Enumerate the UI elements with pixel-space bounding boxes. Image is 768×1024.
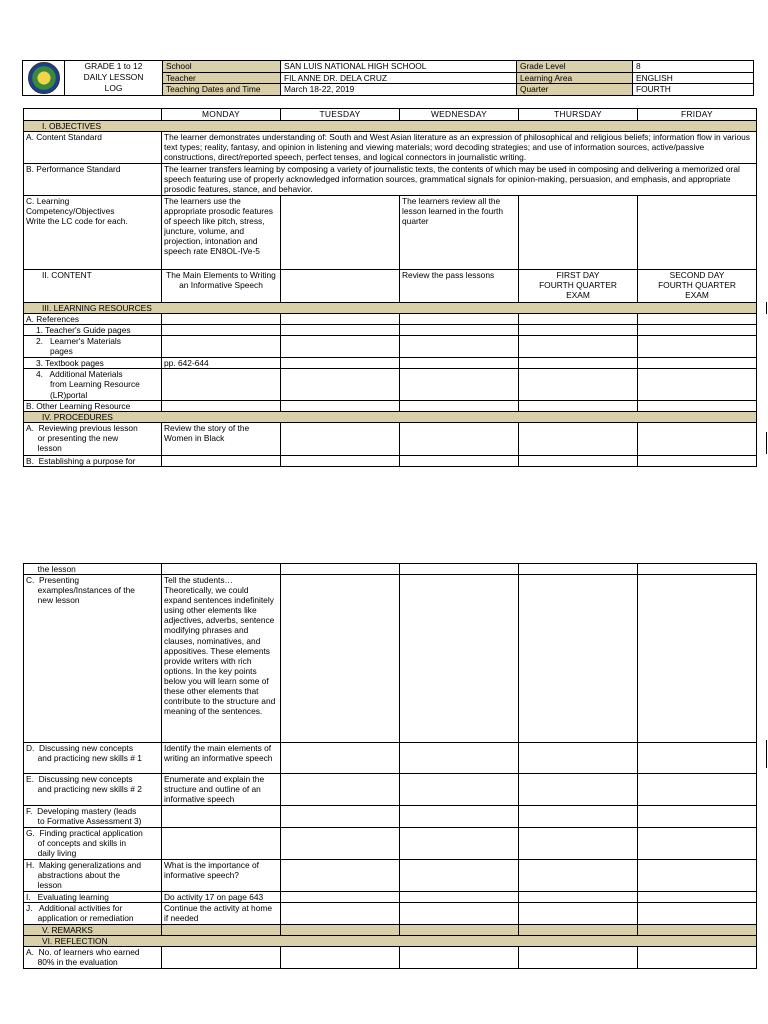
cell bbox=[519, 422, 638, 455]
cell bbox=[519, 325, 638, 336]
cell bbox=[281, 947, 400, 969]
cell bbox=[519, 828, 638, 860]
learning-area-label: Learning Area bbox=[517, 72, 633, 84]
procedure-h-label: H. Making generalizations and abstractions about the lesson bbox=[24, 860, 162, 892]
cell bbox=[519, 314, 638, 325]
cell bbox=[281, 314, 400, 325]
log-title-line: LOG bbox=[104, 83, 123, 93]
cell bbox=[519, 743, 638, 774]
teacher-label: Teacher bbox=[163, 72, 281, 84]
cell bbox=[400, 336, 519, 358]
tg-pages-label: 1. Teacher's Guide pages bbox=[24, 325, 162, 336]
cell bbox=[162, 314, 281, 325]
cell bbox=[162, 369, 281, 400]
cell bbox=[638, 325, 757, 336]
cell bbox=[400, 743, 519, 774]
day-wednesday: WEDNESDAY bbox=[400, 109, 519, 121]
cell bbox=[162, 400, 281, 411]
content-label: II. CONTENT bbox=[24, 270, 162, 303]
section-objectives: I. OBJECTIVES bbox=[24, 121, 757, 132]
cell bbox=[638, 828, 757, 860]
grade-level-label: Grade Level bbox=[517, 61, 633, 73]
cell bbox=[400, 903, 519, 925]
cell bbox=[519, 860, 638, 892]
grade-level-value: 8 bbox=[633, 61, 754, 73]
cell bbox=[519, 947, 638, 969]
cell bbox=[162, 947, 281, 969]
cell bbox=[519, 892, 638, 903]
cell bbox=[281, 564, 400, 575]
cell bbox=[638, 358, 757, 369]
page-edge-mark bbox=[766, 432, 767, 454]
cell bbox=[638, 336, 757, 358]
cell bbox=[638, 892, 757, 903]
lesson-table-page2 bbox=[23, 563, 757, 969]
cell bbox=[400, 925, 519, 936]
page-edge-mark bbox=[766, 302, 767, 314]
cell bbox=[638, 806, 757, 828]
cell bbox=[162, 336, 281, 358]
cell bbox=[638, 314, 757, 325]
procedure-a-label: A. Reviewing previous lesson or presenting the new lesson bbox=[24, 422, 162, 455]
cell bbox=[281, 369, 400, 400]
procedure-h-monday: What is the importance of informative speech? bbox=[162, 860, 281, 892]
cell bbox=[281, 575, 400, 743]
competency-wednesday: The learners review all the lesson learned in the fourth quarter bbox=[400, 196, 519, 270]
cell bbox=[281, 455, 400, 466]
content-thursday: FIRST DAY FOURTH QUARTER EXAM bbox=[519, 270, 638, 303]
cell bbox=[162, 806, 281, 828]
procedure-g-label: G. Finding practical application of concepts and skills in daily living bbox=[24, 828, 162, 860]
cell bbox=[400, 947, 519, 969]
cell bbox=[400, 828, 519, 860]
performance-standard-label: B. Performance Standard bbox=[24, 164, 162, 196]
deped-seal bbox=[23, 61, 65, 96]
cell bbox=[519, 455, 638, 466]
procedure-d-monday: Identify the main elements of writing an informative speech bbox=[162, 743, 281, 774]
cell bbox=[281, 774, 400, 806]
procedure-c-monday: Tell the students… Theoretically, we could expand sentences indefinitely using other elements like adjectives, adverbs, sentence modifying phrases and clauses, nominatives, and appositives. These elements provide writers with rich options. In the key points below you will learn some of these other elements that contribute to the structure and meaning of the sentences. bbox=[162, 575, 281, 743]
cell bbox=[638, 743, 757, 774]
cell bbox=[638, 369, 757, 400]
cell bbox=[638, 422, 757, 455]
cell bbox=[400, 774, 519, 806]
procedure-e-monday: Enumerate and explain the structure and outline of an informative speech bbox=[162, 774, 281, 806]
cell bbox=[638, 564, 757, 575]
cell bbox=[400, 400, 519, 411]
content-friday: SECOND DAY FOURTH QUARTER EXAM bbox=[638, 270, 757, 303]
cell bbox=[400, 369, 519, 400]
content-monday: The Main Elements to Writing an Informative Speech bbox=[162, 270, 281, 303]
textbook-pages-monday: pp. 642-644 bbox=[162, 358, 281, 369]
procedure-i-label: I. Evaluating learning bbox=[24, 892, 162, 903]
procedure-j-label: J. Additional activities for application or remediation bbox=[24, 903, 162, 925]
lesson-table-page1 bbox=[23, 108, 757, 467]
cell bbox=[519, 369, 638, 400]
cell bbox=[400, 564, 519, 575]
cell bbox=[519, 400, 638, 411]
references-label: A. References bbox=[24, 314, 162, 325]
competency-friday bbox=[638, 196, 757, 270]
cell bbox=[400, 455, 519, 466]
cell bbox=[638, 455, 757, 466]
section-remarks: V. REMARKS bbox=[24, 925, 162, 936]
cell bbox=[519, 925, 638, 936]
cell bbox=[162, 828, 281, 860]
learning-area-value: ENGLISH bbox=[633, 72, 754, 84]
cell bbox=[281, 400, 400, 411]
performance-standard-text: The learner transfers learning by composing a variety of journalistic texts, the contents of which may be used in composing and delivering a memorized oral speech featuring use of properly acknowledged information sources, grammatical signals for opinion-making, persuasion, and emphasis, and appropriate prosodic features, stance, and behavior. bbox=[162, 164, 757, 196]
cell bbox=[519, 806, 638, 828]
cell bbox=[400, 422, 519, 455]
day-friday: FRIDAY bbox=[638, 109, 757, 121]
cell bbox=[638, 903, 757, 925]
other-resource-label: B. Other Learning Resource bbox=[24, 400, 162, 411]
dates-label: Teaching Dates and Time bbox=[163, 84, 281, 96]
day-monday: MONDAY bbox=[162, 109, 281, 121]
log-title bbox=[65, 61, 163, 96]
cell bbox=[519, 336, 638, 358]
cell bbox=[162, 564, 281, 575]
teacher-value: FIL ANNE DR. DELA CRUZ bbox=[281, 72, 517, 84]
cell bbox=[400, 806, 519, 828]
quarter-value: FOURTH bbox=[633, 84, 754, 96]
school-label: School bbox=[163, 61, 281, 73]
additional-materials-label: 4. Additional Materials from Learning Resource (LR)portal bbox=[24, 369, 162, 400]
section-procedures: IV. PROCEDURES bbox=[24, 411, 757, 422]
cell bbox=[519, 903, 638, 925]
cell bbox=[638, 575, 757, 743]
procedure-e-label: E. Discussing new concepts and practicing new skills # 2 bbox=[24, 774, 162, 806]
cell bbox=[281, 806, 400, 828]
corner-cell bbox=[24, 109, 162, 121]
cell bbox=[281, 422, 400, 455]
section-resources: III. LEARNING RESOURCES bbox=[24, 303, 757, 314]
procedure-b-label: B. Establishing a purpose for bbox=[24, 455, 162, 466]
procedure-c-label: C. Presenting examples/Instances of the new lesson bbox=[24, 575, 162, 743]
content-standard-label: A. Content Standard bbox=[24, 132, 162, 164]
cell bbox=[400, 325, 519, 336]
cell bbox=[400, 314, 519, 325]
content-standard-text: The learner demonstrates understanding of: South and West Asian literature as an expression of philosophical and religious beliefs; information flow in various text types; reality, fantasy, and opinion in listening and viewing materials; word decoding strategies; and use of information sources, active/passive constructions, direct/reported speech, perfect tenses, and logical connectors in journalistic writing. bbox=[162, 132, 757, 164]
log-title-line: DAILY LESSON bbox=[83, 72, 144, 82]
competency-label: C. Learning Competency/Objectives Write the LC code for each. bbox=[24, 196, 162, 270]
competency-tuesday bbox=[281, 196, 400, 270]
cell bbox=[519, 575, 638, 743]
cell bbox=[281, 358, 400, 369]
cell bbox=[281, 325, 400, 336]
page-edge-mark bbox=[766, 740, 767, 768]
quarter-label: Quarter bbox=[517, 84, 633, 96]
procedure-i-monday: Do activity 17 on page 643 bbox=[162, 892, 281, 903]
lm-pages-label: 2. Learner's Materials pages bbox=[24, 336, 162, 358]
section-reflection: VI. REFLECTION bbox=[24, 936, 757, 947]
cell bbox=[638, 860, 757, 892]
cell bbox=[281, 743, 400, 774]
school-value: SAN LUIS NATIONAL HIGH SCHOOL bbox=[281, 61, 517, 73]
cell bbox=[519, 774, 638, 806]
cell bbox=[162, 455, 281, 466]
cell bbox=[281, 828, 400, 860]
cell bbox=[400, 892, 519, 903]
procedure-f-label: F. Developing mastery (leads to Formative Assessment 3) bbox=[24, 806, 162, 828]
cell bbox=[281, 336, 400, 358]
content-wednesday: Review the pass lessons bbox=[400, 270, 519, 303]
dates-value: March 18-22, 2019 bbox=[281, 84, 517, 96]
cell bbox=[400, 358, 519, 369]
content-tuesday bbox=[281, 270, 400, 303]
day-tuesday: TUESDAY bbox=[281, 109, 400, 121]
cell bbox=[281, 892, 400, 903]
header-table bbox=[22, 60, 754, 96]
deped-seal-icon bbox=[28, 62, 60, 94]
reflection-a-label: A. No. of learners who earned 80% in the evaluation bbox=[24, 947, 162, 969]
cell bbox=[281, 925, 400, 936]
competency-monday: The learners use the appropriate prosodic features of speech like pitch, stress, juncture, volume, and projection, intonation and speech rate EN8OL-IVe-5 bbox=[162, 196, 281, 270]
cell bbox=[638, 400, 757, 411]
procedure-j-monday: Continue the activity at home if needed bbox=[162, 903, 281, 925]
cell bbox=[281, 860, 400, 892]
cell bbox=[638, 774, 757, 806]
day-thursday: THURSDAY bbox=[519, 109, 638, 121]
log-title-line: GRADE 1 to 12 bbox=[84, 61, 143, 71]
cell bbox=[162, 325, 281, 336]
procedure-a-monday: Review the story of the Women in Black bbox=[162, 422, 281, 455]
procedure-d-label: D. Discussing new concepts and practicing new skills # 1 bbox=[24, 743, 162, 774]
cell bbox=[281, 903, 400, 925]
cell bbox=[400, 860, 519, 892]
cell bbox=[519, 564, 638, 575]
cell bbox=[519, 358, 638, 369]
procedure-b-label-continued: the lesson bbox=[24, 564, 162, 575]
cell bbox=[400, 575, 519, 743]
cell bbox=[162, 925, 281, 936]
cell bbox=[638, 947, 757, 969]
competency-thursday bbox=[519, 196, 638, 270]
textbook-pages-label: 3. Textbook pages bbox=[24, 358, 162, 369]
cell bbox=[638, 925, 757, 936]
